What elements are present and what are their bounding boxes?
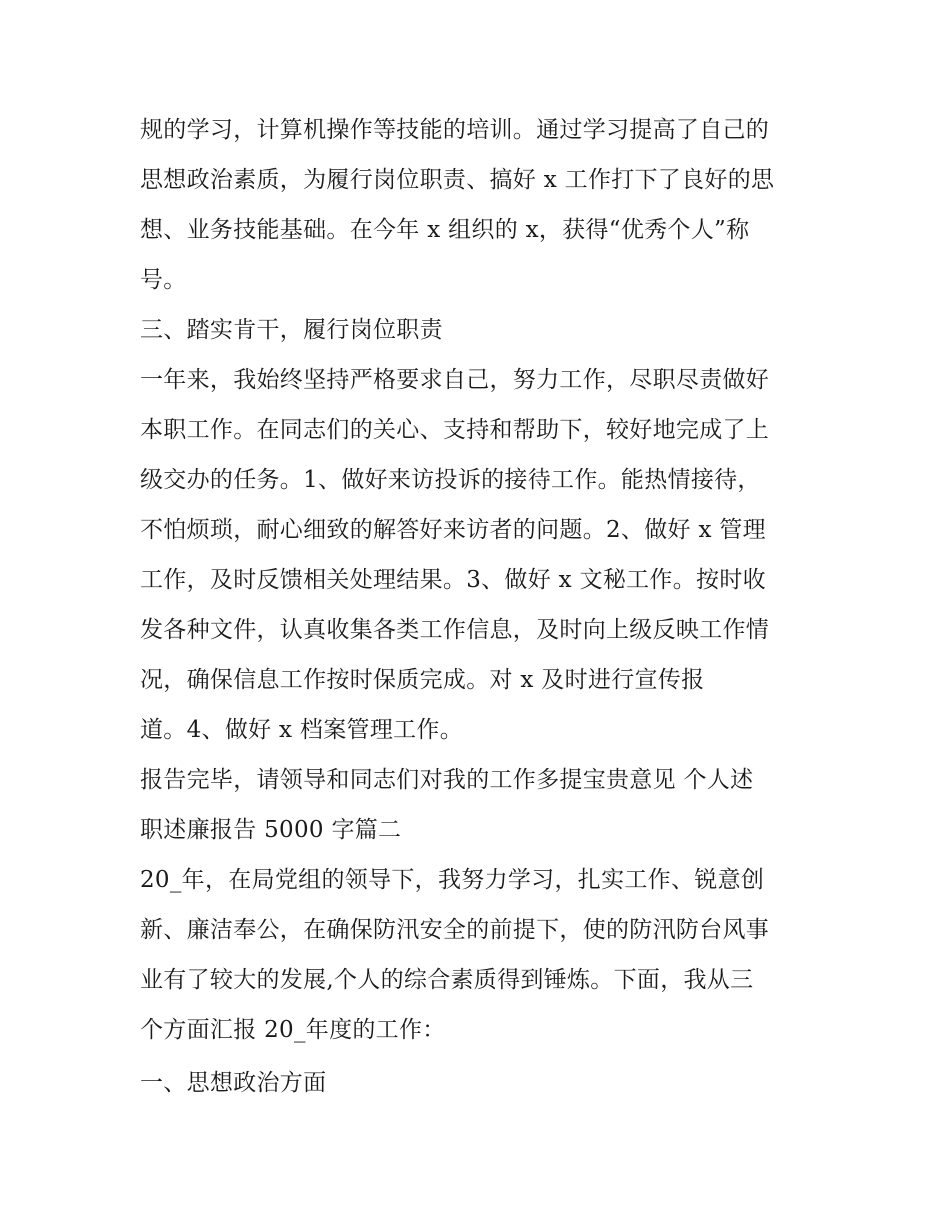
text-line: 业有了较大的发展,个人的综合素质得到锤炼。下面，我从三 <box>140 967 754 993</box>
section-heading: 一、思想政治方面 <box>140 1070 327 1096</box>
text-line: 级交办的任务。1、做好来访投诉的接待工作。能热情接待， <box>140 467 761 493</box>
section-heading: 三、踏实肯干，履行岗位职责 <box>140 317 443 343</box>
text-line: 道。4、做好 x 档案管理工作。 <box>140 717 464 743</box>
text-line: 个方面汇报 20_年度的工作： <box>140 1017 446 1043</box>
text-line: 想、业务技能基础。在今年 x 组织的 x，获得“优秀个人”称 <box>140 217 750 243</box>
text-line: 工作，及时反馈相关处理结果。3、做好 x 文秘工作。按时收 <box>140 567 766 593</box>
text-line: 一年来，我始终坚持严格要求自己，努力工作，尽职尽责做好 <box>140 367 770 393</box>
text-line: 思想政治素质，为履行岗位职责、搞好 x 工作打下了良好的思 <box>140 167 775 193</box>
text-line: 不怕烦琐，耐心细致的解答好来访者的问题。2、做好 x 管理 <box>140 517 766 543</box>
text-line: 新、廉洁奉公，在确保防汛安全的前提下，使的防汛防台风事 <box>140 917 770 943</box>
text-line: 本职工作。在同志们的关心、支持和帮助下，较好地完成了上 <box>140 417 770 443</box>
text-line: 发各种文件，认真收集各类工作信息，及时向上级反映工作情 <box>140 617 770 643</box>
text-line: 职述廉报告 5000 字篇二 <box>140 817 402 843</box>
text-line: 号。 <box>140 267 187 293</box>
text-line: 报告完毕，请领导和同志们对我的工作多提宝贵意见 个人述 <box>140 767 754 793</box>
text-line: 况，确保信息工作按时保质完成。对 x 及时进行宣传报 <box>140 667 705 693</box>
text-line: 20_年，在局党组的领导下，我努力学习，扎实工作、锐意创 <box>140 867 765 893</box>
text-line: 规的学习，计算机操作等技能的培训。通过学习提高了自己的 <box>140 117 770 143</box>
